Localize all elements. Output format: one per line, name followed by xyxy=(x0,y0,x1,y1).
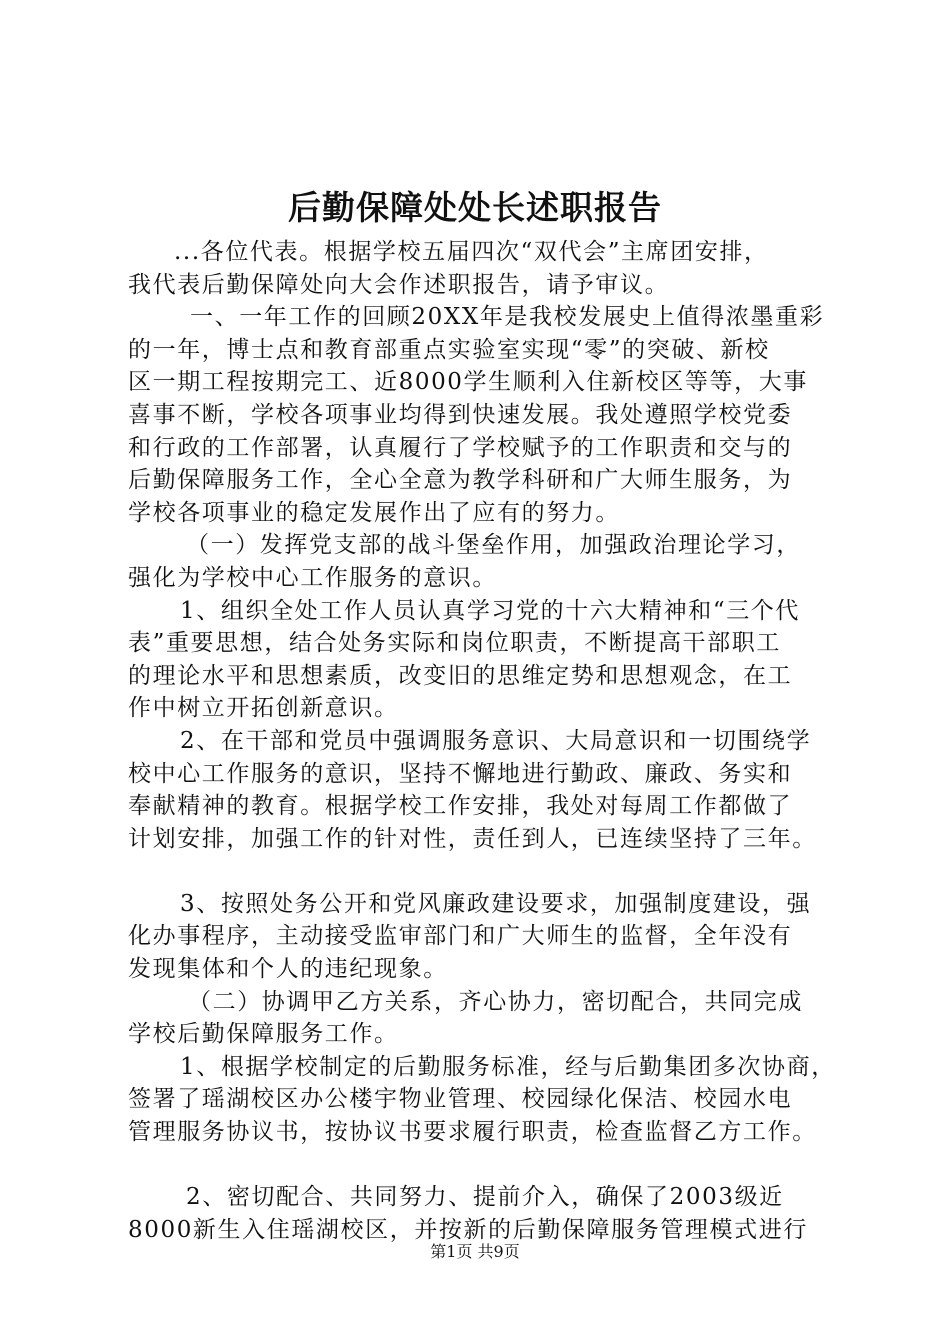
paragraph-line: ...各位代表。根据学校五届四次“双代会”主席团安排， xyxy=(174,239,769,265)
section-heading-line: 强化为学校中心工作服务的意识。 xyxy=(128,564,497,591)
document-body xyxy=(128,236,836,1246)
paragraph-line: 发现集体和个人的违纪现象。 xyxy=(128,956,448,983)
paragraph-line: 1、根据学校制定的后勤服务标准，经与后勤集团多次协商， xyxy=(180,1053,836,1080)
paragraph-line: 一、一年工作的回顾20XX年是我校发展史上值得浓墨重彩 xyxy=(190,304,825,331)
paragraph-line: 的一年，博士点和教育部重点实验室实现“零”的突破、新校 xyxy=(128,336,770,363)
paragraph-line: 8000新生入住瑶湖校区，并按新的后勤保障服务管理模式进行 xyxy=(128,1216,808,1243)
paragraph-line: 校中心工作服务的意识，坚持不懈地进行勤政、廉政、务实和 xyxy=(128,760,793,787)
section-heading-line: （一）发挥党支部的战斗堡垒作用，加强政治理论学习， xyxy=(186,532,801,559)
paragraph-line: 管理服务协议书，按协议书要求履行职责，检查监督乙方工作。 xyxy=(128,1119,817,1146)
paragraph-line: 和行政的工作部署，认真履行了学校赋予的工作职责和交与的 xyxy=(128,434,793,461)
paragraph-line: 计划安排，加强工作的针对性，责任到人，已连续坚持了三年。 xyxy=(128,825,817,852)
page-footer: 第1页 共9页 xyxy=(430,1242,520,1261)
paragraph-line: 我代表后勤保障处向大会作述职报告，请予审议。 xyxy=(128,271,670,298)
paragraph-line: 化办事程序，主动接受监审部门和广大师生的监督，全年没有 xyxy=(128,923,793,950)
blank-line xyxy=(128,855,836,888)
paragraph-line: 喜事不断，学校各项事业均得到快速发展。我处遵照学校党委 xyxy=(128,401,793,428)
paragraph-line: 签署了瑶湖校区办公楼宇物业管理、校园绿化保洁、校园水电 xyxy=(128,1086,793,1113)
paragraph-line: 奉献精神的教育。根据学校工作安排，我处对每周工作都做了 xyxy=(128,793,793,820)
paragraph-line: 表”重要思想，结合处务实际和岗位职责，不断提高干部职工 xyxy=(128,630,781,657)
paragraph-line: 后勤保障服务工作，全心全意为教学科研和广大师生服务，为 xyxy=(128,467,793,494)
paragraph-line: 2、密切配合、共同努力、提前介入，确保了2003级近 xyxy=(186,1184,784,1211)
paragraph-line: 3、按照处务公开和党风廉政建设要求，加强制度建设，强 xyxy=(180,890,812,917)
paragraph-line: 学校各项事业的稳定发展作出了应有的努力。 xyxy=(128,499,620,526)
section-heading-line: （二）协调甲乙方关系，齐心协力，密切配合，共同完成 xyxy=(188,988,803,1015)
blank-line xyxy=(128,1149,836,1182)
paragraph-line: 1、组织全处工作人员认真学习党的十六大精神和“三个代 xyxy=(180,597,800,624)
document-title: 后勤保障处处长述职报告 xyxy=(288,188,662,227)
paragraph-line: 区一期工程按期完工、近8000学生顺利入住新校区等等，大事 xyxy=(128,369,808,396)
paragraph-line: 2、在干部和党员中强调服务意识、大局意识和一切围绕学 xyxy=(180,727,812,754)
paragraph-line: 作中树立开拓创新意识。 xyxy=(128,695,399,722)
paragraph-line: 的理论水平和思想素质，改变旧的思维定势和思想观念，在工 xyxy=(128,662,793,689)
section-heading-line: 学校后勤保障服务工作。 xyxy=(128,1021,399,1048)
